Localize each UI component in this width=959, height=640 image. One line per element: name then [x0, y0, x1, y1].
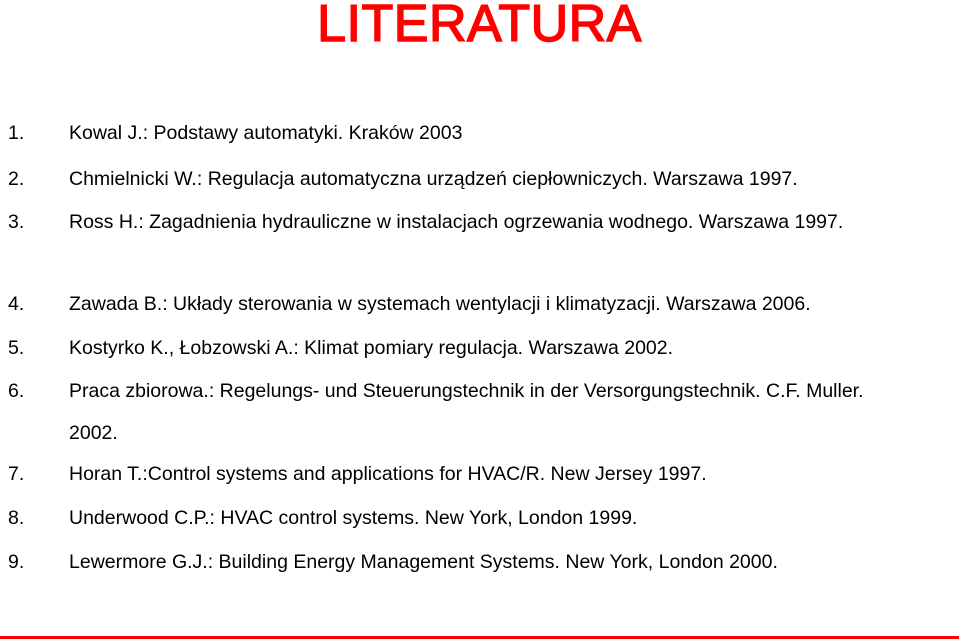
bottom-divider: [0, 636, 959, 639]
reference-text: Kowal J.: Podstawy automatyki. Kraków 2003: [69, 122, 463, 144]
reference-number: 6.: [8, 380, 25, 402]
reference-number: 1.: [8, 122, 25, 144]
reference-number: 9.: [8, 551, 25, 573]
reference-number: 2.: [8, 168, 25, 190]
reference-text: Kostyrko K., Łobzowski A.: Klimat pomiary regulacja. Warszawa 2002.: [69, 337, 674, 359]
reference-text: Horan T.:Control systems and applications for HVAC/R. New Jersey 1997.: [69, 463, 707, 485]
reference-text: Lewermore G.J.: Building Energy Management Systems. New York, London 2000.: [69, 551, 778, 573]
reference-text: Praca zbiorowa.: Regelungs- und Steuerungstechnik in der Versorgungstechnik. C.F. Muller. 2002.: [69, 380, 864, 444]
reference-number: 8.: [8, 507, 25, 529]
reference-number: 5.: [8, 337, 25, 359]
reference-text: Zawada B.: Układy sterowania w systemach wentylacji i klimatyzacji. Warszawa 2006.: [69, 293, 811, 315]
reference-text: Underwood C.P.: HVAC control systems. New York, London 1999.: [69, 507, 638, 529]
reference-number: 7.: [8, 463, 25, 485]
page-title: LITERATURA: [317, 0, 642, 53]
reference-text: Chmielnicki W.: Regulacja automatyczna urządzeń ciepłowniczych. Warszawa 1997.: [69, 168, 798, 190]
reference-number: 3.: [8, 211, 25, 233]
reference-number: 4.: [8, 293, 25, 315]
reference-text: Ross H.: Zagadnienia hydrauliczne w instalacjach ogrzewania wodnego. Warszawa 1997.: [69, 211, 844, 233]
